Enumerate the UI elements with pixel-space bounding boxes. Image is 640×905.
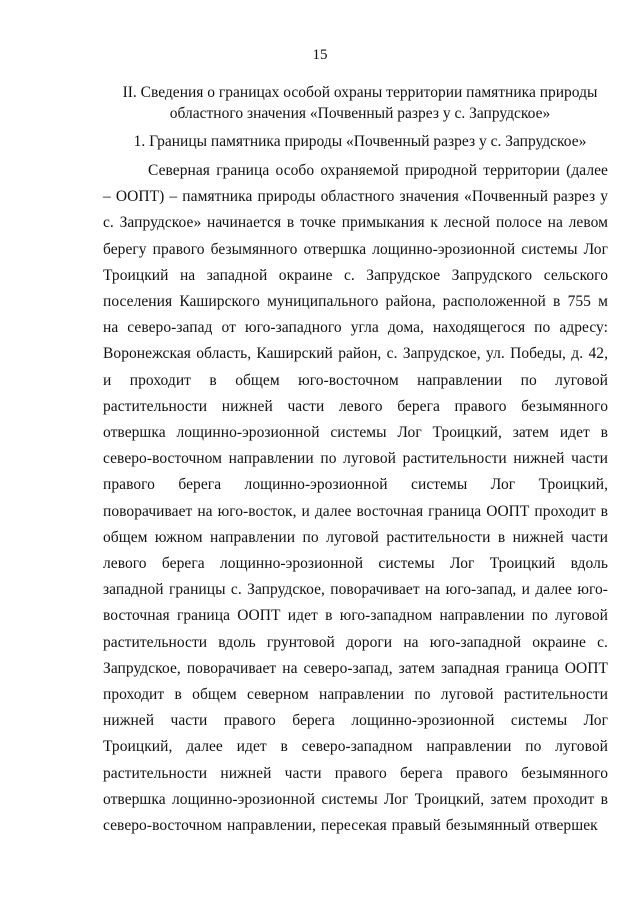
page-number: 15 — [312, 47, 328, 63]
section-heading: II. Сведения о границах особой охраны территории памятника природы областного значения «Почвенный разрез у с. Запрудское» — [122, 84, 598, 122]
body-paragraph: Северная граница особо охраняемой природной территории (далее – ООПТ) – памятника природы областного значения «Почвенный разрез у с. Запрудское» начинается в точке примыкания к лесной полосе на левом берегу правого безымянного отвершка лощинно-эрозионной системы Лог Троицкий на западной окраине с. Запрудское Запрудского сельского поселения Каширского муниципального района, расположенной в 755 м на северо-запад от юго-западного угла дома, находящегося по адресу: Воронежская область, Каширский район, с. Запрудское, ул. Победы, д. 42, и проходит в общем юго-восточном направлении по луговой растительности нижней части левого берега правого безымянного отвершка лощинно-эрозионной системы Лог Троицкий, затем идет в северо-восточном направлении по луговой растительности нижней части правого берега лощинно-эрозионной системы Лог Троицкий, поворачивает на юго-восток, и далее восточная граница ООПТ проходит в общем южном направлении по луговой растительности в нижней части левого берега лощинно-эрозионной системы Лог Троицкий вдоль западной границы с. Запрудское, поворачивает на юго-запад, и далее юго-восточная граница ООПТ идет в юго-западном направлении по луговой растительности вдоль грунтовой дороги на юго-западной окраине с. Запрудское, поворачивает на северо-запад, затем западная граница ООПТ проходит в общем северном направлении по луговой растительности нижней части правого берега лощинно-эрозионной системы Лог Троицкий, далее идет в северо-западном направлении по луговой растительности нижней части правого берега правого безымянного отвершка лощинно-эрозионной системы Лог Троицкий, затем проходит в северо-восточном направлении, пересекая правый безымянный отвершек — [103, 162, 608, 835]
subsection-heading: 1. Границы памятника природы «Почвенный разрез у с. Запрудское» — [133, 133, 587, 150]
